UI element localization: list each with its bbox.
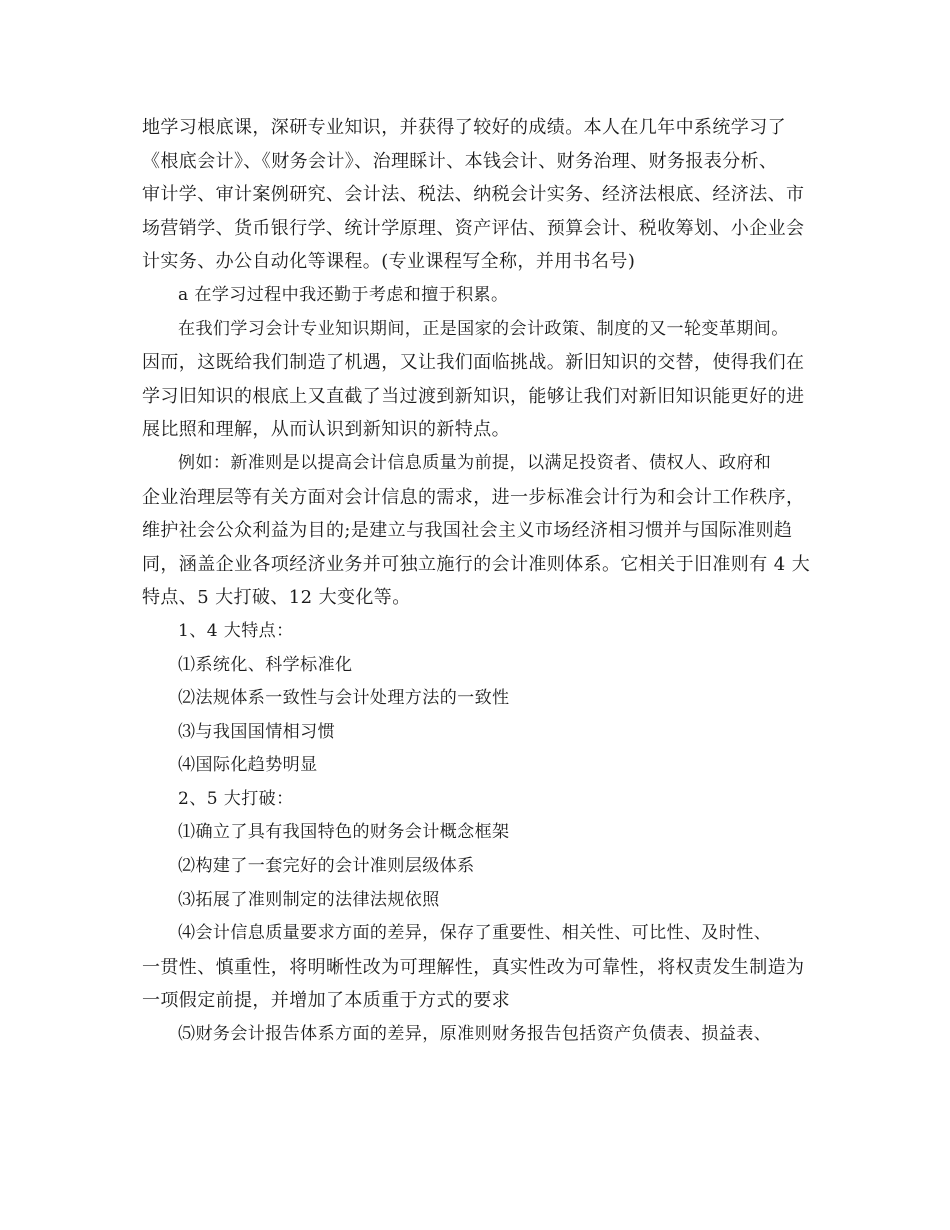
text-line: 审计学、审计案例研究、会计法、税法、纳税会计实务、经济法根底、经济法、市 xyxy=(142,184,805,206)
text-line: 一贯性、慎重性，将明晰性改为可理解性，真实性改为可靠性，将权责发生制造为 xyxy=(142,956,805,978)
text-line: 因而，这既给我们制造了机遇，又让我们面临挑战。新旧知识的交替，使得我们在 xyxy=(142,352,805,374)
text-line: 地学习根底课，深研专业知识，并获得了较好的成绩。本人在几年中系统学习了 xyxy=(142,117,786,138)
text-line: ⑵构建了一套完好的会计准则层级体系 xyxy=(178,856,475,877)
text-line: 计实务、办公自动化等课程。(专业课程写全称，并用书名号) xyxy=(142,251,636,273)
text-line: 同，涵盖企业各项经济业务并可独立施行的会计准则体系。它相关于旧准则有 4 大 xyxy=(142,553,811,575)
text-line: ⑷会计信息质量要求方面的差异，保存了重要性、相关性、可比性、及时性、 xyxy=(178,923,772,944)
text-line: ⑴系统化、科学标准化 xyxy=(178,654,353,675)
body-text xyxy=(142,111,832,1052)
text-line: 1、4 大特点： xyxy=(178,620,294,641)
text-line: ⑶与我国国情相习惯 xyxy=(178,721,336,742)
text-line: 学习旧知识的根底上又直截了当过渡到新知识，能够让我们对新旧知识能更好的进 xyxy=(142,385,805,407)
text-line: 场营销学、货币银行学、统计学原理、资产评估、预算会计、税收筹划、小企业会 xyxy=(142,217,805,239)
text-line: 一项假定前提，并增加了本质重于方式的要求 xyxy=(142,990,510,1012)
text-line: 特点、5 大打破、12 大变化等。 xyxy=(142,587,411,609)
text-line: 例如：新准则是以提高会计信息质量为前提，以满足投资者、债权人、政府和 xyxy=(178,452,772,473)
text-line: 在我们学习会计专业知识期间，正是国家的会计政策、制度的又一轮变革期间。 xyxy=(178,318,789,339)
text-line: ⑸财务会计报告体系方面的差异，原准则财务报告包括资产负债表、损益表、 xyxy=(178,1024,772,1045)
text-line: a 在学习过程中我还勤于考虑和擅于积累。 xyxy=(178,284,509,305)
text-line: ⑵法规体系一致性与会计处理方法的一致性 xyxy=(178,688,510,709)
text-line: 展比照和理解，从而认识到新知识的新特点。 xyxy=(142,419,510,441)
text-line: ⑷国际化趋势明显 xyxy=(178,755,318,776)
text-line: 维护社会公众利益为目的;是建立与我国社会主义市场经济相习惯并与国际准则趋 xyxy=(142,520,793,542)
text-line: 企业治理层等有关方面对会计信息的需求，进一步标准会计行为和会计工作秩序， xyxy=(142,486,805,508)
text-line: 《根底会计》、《财务会计》、治理睬计、本钱会计、财务治理、财务报表分析、 xyxy=(142,150,778,172)
text-line: 2、5 大打破： xyxy=(178,788,294,809)
text-line: ⑴确立了具有我国特色的财务会计概念框架 xyxy=(178,822,510,843)
text-line: ⑶拓展了准则制定的法律法规依照 xyxy=(178,889,440,910)
